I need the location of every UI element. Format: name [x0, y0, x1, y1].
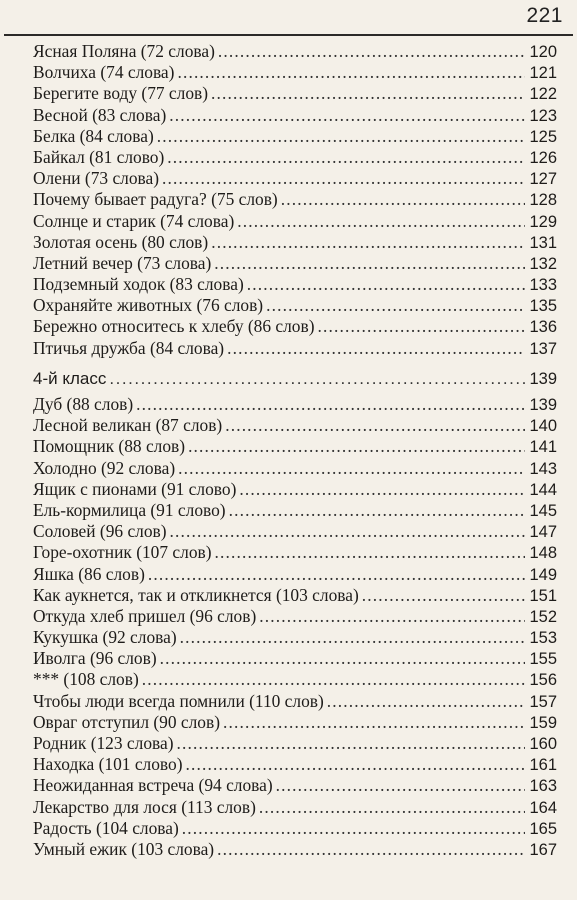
entry-title: Холодно (92 слова)	[33, 457, 176, 478]
entry-title: Ель-кормилица (91 слово)	[33, 499, 226, 520]
entry-page: 167	[529, 840, 557, 859]
entry-page: 135	[529, 297, 557, 316]
toc-entry	[33, 627, 557, 648]
toc-entry	[33, 295, 557, 316]
entry-title: Находка (101 слово)	[33, 754, 183, 775]
entry-title: Золотая осень (80 слов)	[33, 231, 209, 252]
entry-title: Яшка (86 слов)	[33, 563, 145, 584]
entry-title: Ясная Поляна (72 слова)	[33, 41, 215, 61]
dot-leader	[247, 274, 526, 295]
entry-page: 149	[529, 565, 557, 584]
entry-page: 136	[529, 318, 557, 337]
entry-page: 156	[529, 671, 557, 690]
page-number: 221	[526, 4, 563, 27]
dot-leader	[186, 754, 526, 775]
toc-entry	[33, 189, 557, 210]
dot-leader	[177, 62, 525, 83]
dot-leader	[177, 733, 526, 754]
dot-leader	[211, 83, 525, 104]
entry-title: Берегите воду (77 слов)	[33, 83, 209, 104]
dot-leader	[188, 436, 525, 457]
entry-page: 120	[529, 43, 557, 61]
entry-title: Овраг отступил (90 слов)	[33, 711, 220, 732]
toc-entry	[33, 253, 557, 274]
dot-leader	[215, 542, 526, 563]
toc-entry	[33, 479, 557, 500]
entry-page: 161	[529, 756, 557, 775]
entry-title: Умный ежик (103 слова)	[33, 838, 215, 859]
entry-page: 127	[529, 170, 557, 189]
entry-title: Родник (123 слова)	[33, 733, 174, 753]
entry-page: 129	[529, 212, 557, 231]
dot-leader	[237, 211, 525, 232]
dot-leader	[167, 147, 525, 168]
entry-title: Лесной великан (87 слов)	[33, 415, 223, 436]
toc-entry	[33, 733, 557, 754]
dot-leader	[178, 458, 525, 479]
toc-entry	[33, 338, 557, 359]
toc-entry	[33, 521, 557, 542]
entry-page: 147	[529, 523, 557, 542]
entry-page: 144	[529, 480, 557, 499]
entry-page: 121	[529, 64, 557, 83]
entry-page: 159	[529, 713, 557, 732]
toc-entry	[33, 564, 557, 585]
entry-page: 153	[529, 629, 557, 648]
toc-entry	[33, 775, 557, 796]
entry-title: Ящик с пионами (91 слово)	[33, 478, 237, 499]
dot-leader	[229, 500, 526, 521]
toc-entry	[33, 83, 557, 104]
toc-entry	[33, 606, 557, 627]
toc-entry	[33, 712, 557, 733]
toc-entry	[33, 147, 557, 168]
dot-leader	[214, 253, 525, 274]
entry-page: 165	[529, 819, 557, 838]
dot-leader	[327, 691, 526, 712]
entry-title: Птичья дружба (84 слова)	[33, 337, 225, 358]
toc-entry	[33, 458, 557, 479]
dot-leader	[157, 126, 526, 147]
dot-leader	[211, 232, 525, 253]
toc-entry	[33, 62, 557, 83]
toc-entry	[33, 585, 557, 606]
entry-page: 143	[529, 459, 557, 478]
entry-page: 157	[529, 692, 557, 711]
entry-page: 141	[529, 438, 557, 457]
entry-title: Байкал (81 слово)	[33, 146, 165, 167]
dot-leader	[225, 415, 525, 436]
dot-leader	[109, 368, 525, 389]
entry-title: Как аукнется, так и откликнется (103 слова)	[33, 584, 359, 605]
dot-leader	[160, 648, 526, 669]
entry-page: 152	[529, 607, 557, 626]
toc-entry	[33, 41, 557, 62]
entry-title: Подземный ходок (83 слова)	[33, 274, 244, 295]
toc-entry	[33, 754, 557, 775]
entry-page: 131	[529, 233, 557, 252]
dot-leader	[276, 775, 526, 796]
entry-title: Белка (84 слова)	[33, 125, 154, 146]
entry-page: 140	[529, 417, 557, 436]
entry-title: Помощник (88 слов)	[33, 436, 186, 457]
toc-entry	[33, 168, 557, 189]
entry-title: Иволга (96 слов)	[33, 648, 157, 669]
entry-page: 128	[529, 191, 557, 210]
toc-entry	[33, 126, 557, 147]
entry-title: Радость (104 слова)	[33, 817, 179, 838]
entry-title: Летний вечер (73 слова)	[33, 252, 212, 273]
toc-entry	[33, 394, 557, 415]
toc-entry	[33, 669, 557, 690]
entry-title: Кукушка (92 слова)	[33, 627, 177, 648]
dot-leader	[182, 818, 526, 839]
toc-entry	[33, 542, 557, 563]
entry-page: 148	[529, 544, 557, 563]
dot-leader	[217, 839, 525, 860]
dot-leader	[318, 316, 526, 337]
entry-title: Охраняйте животных (76 слов)	[33, 295, 264, 316]
entry-page: 145	[529, 501, 557, 520]
entry-page: 132	[529, 254, 557, 273]
dot-leader	[281, 189, 526, 210]
entry-title: *** (108 слов)	[33, 669, 139, 690]
dot-leader	[162, 168, 525, 189]
dot-leader	[266, 295, 525, 316]
dot-leader	[259, 606, 525, 627]
toc-entry	[33, 105, 557, 126]
dot-leader	[239, 479, 525, 500]
toc-entry	[33, 274, 557, 295]
toc-entry	[33, 232, 557, 253]
section-title: 4-й класс	[33, 368, 107, 388]
entry-page: 137	[529, 339, 557, 358]
toc-entry	[33, 211, 557, 232]
entry-title: Олени (73 слова)	[33, 168, 160, 189]
dot-leader	[148, 564, 526, 585]
section-heading	[33, 368, 557, 389]
entry-title: Лекарство для лося (113 слов)	[33, 796, 256, 817]
dot-leader	[362, 585, 526, 606]
entry-page: 125	[529, 127, 557, 146]
entry-title: Почему бывает радуга? (75 слов)	[33, 189, 278, 210]
entry-page: 126	[529, 148, 557, 167]
dot-leader	[142, 669, 526, 690]
entry-title: Волчиха (74 слова)	[33, 62, 175, 83]
dot-leader	[169, 105, 525, 126]
entry-title: Бережно относитесь к хлебу (86 слов)	[33, 316, 315, 337]
entry-page: 164	[529, 798, 557, 817]
toc-entry	[33, 436, 557, 457]
toc-entry	[33, 648, 557, 669]
entry-title: Весной (83 слова)	[33, 104, 167, 125]
section-page: 139	[529, 369, 557, 388]
toc-entry	[33, 839, 557, 860]
toc-entry	[33, 415, 557, 436]
dot-leader	[180, 627, 526, 648]
toc-entry	[33, 500, 557, 521]
entry-title: Горе-охотник (107 слов)	[33, 542, 212, 563]
dot-leader	[218, 41, 526, 62]
entry-title: Откуда хлеб пришел (96 слов)	[33, 605, 257, 626]
entry-page: 133	[529, 276, 557, 295]
entry-page: 123	[529, 106, 557, 125]
entry-page: 155	[529, 650, 557, 669]
entry-title: Солнце и старик (74 слова)	[33, 210, 235, 231]
entry-page: 163	[529, 777, 557, 796]
toc-entry	[33, 797, 557, 818]
entry-page: 122	[529, 85, 557, 104]
entry-title: Дуб (88 слов)	[33, 394, 134, 414]
entry-page: 139	[529, 396, 557, 414]
dot-leader	[227, 338, 525, 359]
entry-title: Чтобы люди всегда помнили (110 слов)	[33, 690, 324, 711]
toc-entry	[33, 818, 557, 839]
table-of-contents	[33, 41, 557, 860]
dot-leader	[259, 797, 526, 818]
entry-title: Неожиданная встреча (94 слова)	[33, 775, 273, 796]
header-rule	[4, 34, 573, 36]
toc-entry	[33, 691, 557, 712]
entry-page: 160	[529, 735, 557, 753]
dot-leader	[223, 712, 525, 733]
entry-title: Соловей (96 слов)	[33, 521, 167, 542]
entry-page: 151	[529, 586, 557, 605]
toc-entry	[33, 316, 557, 337]
dot-leader	[170, 521, 526, 542]
dot-leader	[136, 394, 525, 415]
